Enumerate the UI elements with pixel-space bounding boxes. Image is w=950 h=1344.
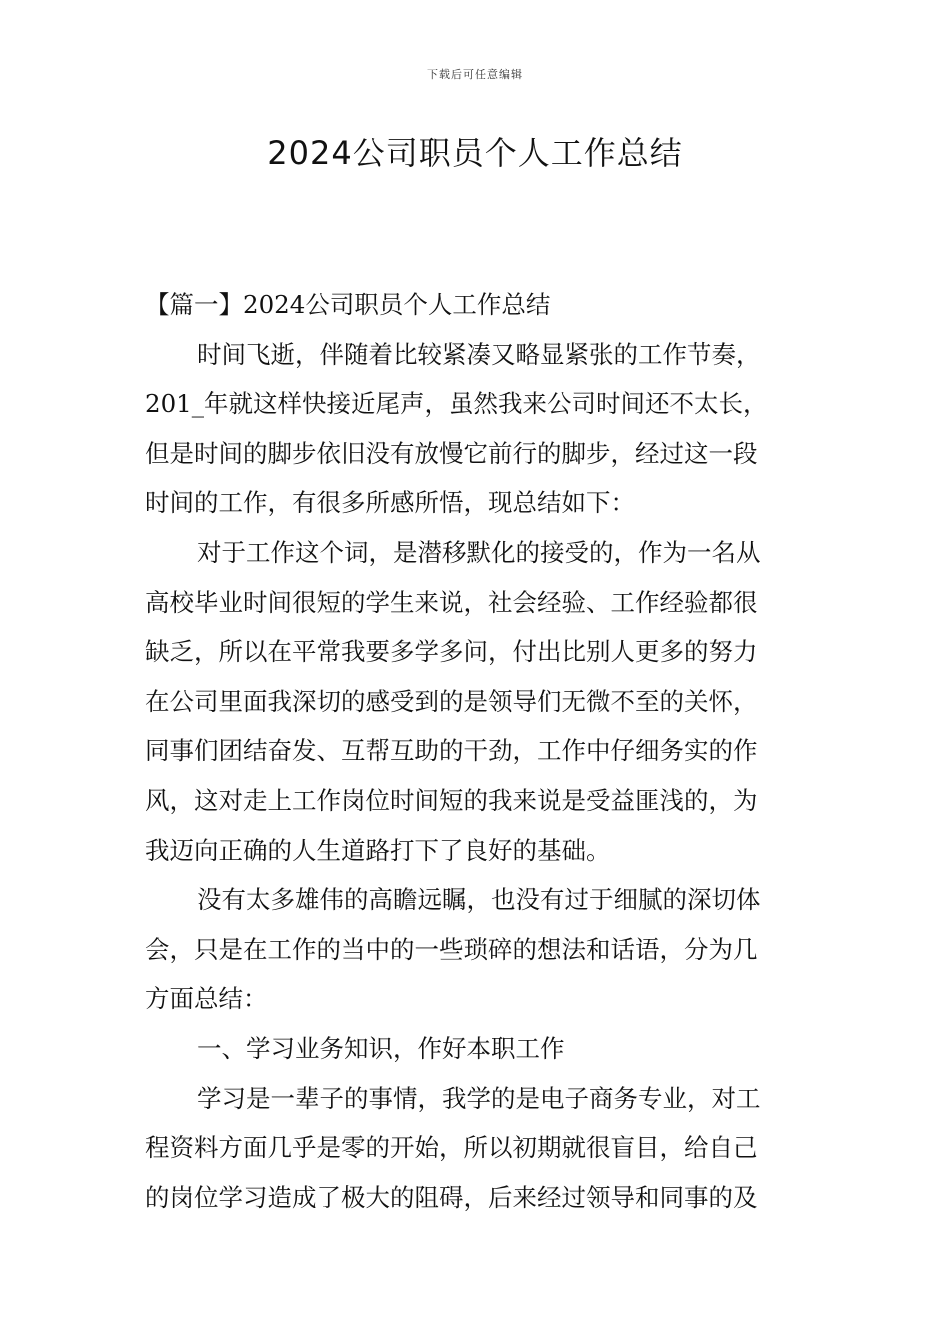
paragraph-line: 高校毕业时间很短的学生来说，社会经验、工作经验都很 [145, 587, 758, 617]
paragraph-line: 会，只是在工作的当中的一些琐碎的想法和话语，分为几 [145, 934, 758, 964]
section-heading: 【篇一】2024公司职员个人工作总结 [145, 290, 551, 319]
paragraph-line: 在公司里面我深切的感受到的是领导们无微不至的关怀， [145, 686, 758, 716]
paragraph-line: 时间的工作，有很多所感所悟，现总结如下： [145, 488, 635, 518]
paragraph-line: 时间飞逝，伴随着比较紧凑又略显紧张的工作节奏， [197, 339, 761, 369]
document-body [145, 280, 810, 1222]
header-note: 下载后可任意编辑 [427, 68, 523, 81]
paragraph-line: 但是时间的脚步依旧没有放慢它前行的脚步，经过这一段 [145, 438, 758, 468]
paragraph-line: 201_年就这样快接近尾声，虽然我来公司时间还不太长， [145, 389, 768, 419]
paragraph-line: 风，这对走上工作岗位时间短的我来说是受益匪浅的，为 [145, 785, 758, 815]
paragraph-line: 的岗位学习造成了极大的阻碍，后来经过领导和同事的及 [145, 1182, 758, 1212]
paragraph-line: 我迈向正确的人生道路打下了良好的基础。 [145, 835, 611, 865]
paragraph-line: 同事们团结奋发、互帮互助的干劲，工作中仔细务实的作 [145, 736, 758, 766]
paragraph-line: 对于工作这个词，是潜移默化的接受的，作为一名从 [197, 537, 761, 567]
paragraph-line: 缺乏，所以在平常我要多学多问，付出比别人更多的努力 [145, 637, 758, 667]
paragraph-line: 没有太多雄伟的高瞻远瞩，也没有过于细腻的深切体 [197, 885, 761, 915]
subsection-heading: 一、学习业务知识，作好本职工作 [197, 1033, 565, 1063]
paragraph-line: 学习是一辈子的事情，我学的是电子商务专业，对工 [197, 1083, 761, 1113]
paragraph-line: 程资料方面几乎是零的开始，所以初期就很盲目，给自己 [145, 1133, 758, 1163]
document-title: 2024公司职员个人工作总结 [267, 134, 683, 172]
paragraph-line: 方面总结： [145, 984, 268, 1014]
